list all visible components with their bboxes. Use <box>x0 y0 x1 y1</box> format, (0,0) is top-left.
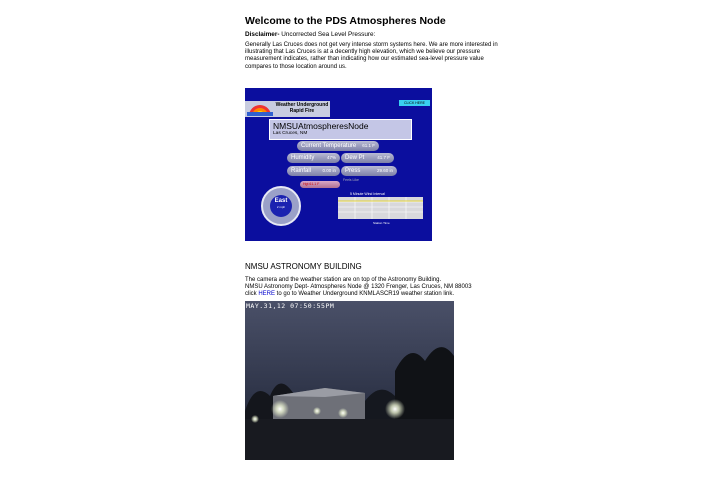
astronomy-heading: NMSU ASTRONOMY BUILDING <box>245 262 362 271</box>
astronomy-line-1: The camera and the weather station are on top of the Astronomy Building. <box>245 277 442 283</box>
sun-icon <box>247 102 273 116</box>
rainfall-label: Rainfall <box>291 168 312 174</box>
dewpoint-pill <box>341 153 394 163</box>
brand-name <box>275 102 329 114</box>
weather-widget[interactable] <box>245 88 432 241</box>
rainfall-value: 0.00 in <box>322 168 336 173</box>
disclaimer-label: Disclaimer- <box>245 31 280 38</box>
station-name: NMSUAtmospheresNode <box>273 121 369 131</box>
rainfall-pill <box>287 166 340 176</box>
disclaimer-text: Uncorrected Sea Level Pressure: <box>279 31 376 38</box>
pressure-value: 29.60 in <box>376 168 393 173</box>
station-location: Las Cruces, NM <box>273 131 308 136</box>
wind-chart-title: 5 Minute Wind Interval <box>350 192 385 196</box>
page-title: Welcome to the PDS Atmospheres Node <box>245 15 446 27</box>
wind-readout <box>270 195 292 217</box>
webcam-scene <box>245 301 454 460</box>
pressure-label: Press <box>345 168 361 174</box>
astronomy-line-3 <box>245 291 472 298</box>
dewpoint-value: 41.7 F <box>377 155 390 160</box>
brand-line-2: Rapid Fire <box>289 108 315 114</box>
humidity-pill <box>287 153 340 163</box>
weather-underground-logo[interactable] <box>245 101 330 117</box>
disclaimer <box>245 31 375 38</box>
current-temp-pill <box>297 141 379 151</box>
brand-line-1: Weather Underground <box>275 102 329 108</box>
line3-pre: click <box>245 291 259 298</box>
wind-compass <box>261 186 301 226</box>
humidity-value: 47% <box>326 155 336 160</box>
wind-direction: East <box>274 198 288 204</box>
humidity-label: Humidity <box>291 155 315 161</box>
dewpoint-label: Dew Pt <box>345 155 365 161</box>
line3-post: to go to Weather Underground KNMLASCR19 weather station link. <box>275 291 454 298</box>
feels-like-label: Feels Like <box>343 178 359 182</box>
wind-chart <box>338 192 423 225</box>
wind-chart-xlabel: Station Time <box>373 221 390 225</box>
astronomy-text <box>245 277 472 299</box>
astronomy-line-2: NMSU Astronomy Dept- Atmospheres Node @ 1320 Frenger, Las Cruces, NM 88003 <box>245 284 472 291</box>
click-here-badge[interactable]: CLICK HERE <box>399 100 430 106</box>
current-temp-value: 61.1 F <box>362 143 375 148</box>
wind-speed: 2 mph <box>276 205 286 209</box>
weather-station-link[interactable]: HERE <box>258 291 276 298</box>
station-box <box>269 119 412 140</box>
webcam-timestamp: MAY.31,12 07:50:55PM <box>246 302 335 310</box>
pressure-pill <box>341 166 397 176</box>
intro-paragraph: Generally Las Cruces does not get very intense storm systems here. We are more interested in illustrating that Las Cruces is at a decently high elevation, which we believe our pressure measurement indicates, rather than indicating how our estimated sea-level pressure value compares to those location around us. <box>245 42 498 70</box>
wind-chart-plot <box>338 197 423 219</box>
webcam-image <box>245 301 454 460</box>
heat-index-pill: Hgt 61.1 F <box>300 181 340 188</box>
current-temp-label: Current Temperature <box>301 143 357 149</box>
